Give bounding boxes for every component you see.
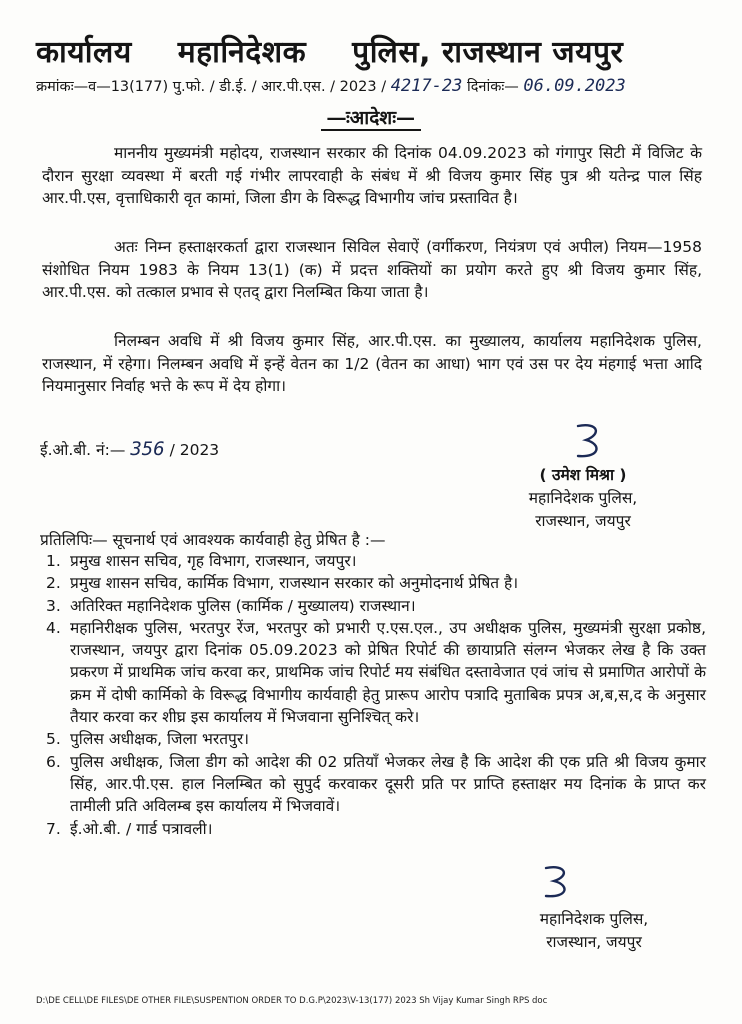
- list-item-number: 1.: [46, 552, 61, 570]
- list-item-number: 5.: [46, 730, 61, 749]
- date-label: दिनांकः—: [466, 79, 519, 95]
- list-item: [46, 728, 706, 750]
- reference-number-handwritten: 4217-23: [390, 76, 463, 96]
- office-word: पुलिस, राजस्थान जयपुर: [352, 35, 624, 70]
- signatory-location: राजस्थान, जयपुर: [546, 933, 642, 951]
- paragraph-2: अतः निम्न हस्ताक्षरकर्ता द्वारा राजस्थान सिविल सेवाऐं (वर्गीकरण, नियंत्रण एवं अपील) नियम—1958 संशोधित नियम 1983 के नियम 13(1) (क) में प्रदत्त शक्तियों का प्रयोग करते हुए श्री विजय कुमार सिंह, आर.पी.एस. को तत्काल प्रभाव से एतद् द्वारा निलम्बित किया जाता है।: [42, 238, 702, 301]
- list-item: [46, 595, 706, 617]
- order-title-text: —ःआदेशः—: [321, 107, 421, 131]
- signatory-name: ( उमेश मिश्रा ): [539, 466, 627, 484]
- signatory-block: [498, 464, 668, 533]
- signatory-location: राजस्थान, जयपुर: [535, 512, 631, 530]
- signatory-designation: महानिदेशक पुलिस,: [539, 910, 649, 928]
- eob-prefix: ई.ओ.बी. नं:—: [40, 441, 126, 459]
- order-title: [0, 104, 742, 130]
- date-handwritten: 06.09.2023: [523, 76, 626, 96]
- list-item-text: पुलिस अधीक्षक, जिला भरतपुर।: [70, 730, 250, 749]
- list-item: [46, 550, 706, 572]
- list-item-text: महानिरीक्षक पुलिस, भरतपुर रेंज, भरतपुर को प्रभारी ए.एस.एल., उप अधीक्षक पुलिस, मुख्यमंत्री सुरक्षा प्रकोष्ठ, राजस्थान, जयपुर द्वारा दिनांक 05.09.2023 को प्रेषित रिपोर्ट की छायाप्रति संलग्न भेजकर लेख है कि उक्त प्रकरण में प्राथमिक जांच करवा कर, प्राथमिक जांच रिपोर्ट मय संबंधित दस्तावेजात एवं जांच से प्रमाणित आरोपों के क्रम में दोषी कार्मिको के विरूद्ध विभागीय कार्यवाही हेतु प्रारूप आरोप पत्रादि मुताबिक प्रपत्र अ,ब,स,द के अनुसार तैयार करवा कर शीघ्र इस कार्यालय में भिजवाना सुनिश्चित् करे।: [70, 618, 706, 727]
- list-item-number: 6.: [46, 752, 61, 771]
- list-item-number: 7.: [46, 819, 61, 838]
- list-item-text: पुलिस अधीक्षक, जिला डीग को आदेश की 02 प्रतियाँ भेजकर लेख है कि आदेश की एक प्रति श्री विजय कुमार सिंह, आर.पी.एस. हाल निलम्बित को सुपुर्द करवाकर दूसरी प्रति पर प्राप्ति हस्ताक्षर मय दिनांक के प्राप्त कर तामीली प्रति अविलम्ब इस कार्यालय में भिजवावें।: [70, 752, 706, 816]
- list-item-number: 4.: [46, 618, 61, 637]
- paragraph-1: माननीय मुख्यमंत्री महोदय, राजस्थान सरकार की दिनांक 04.09.2023 को गंगापुर सिटी में विजिट के दौरान सुरक्षा व्यवस्था में बरती गई गंभीर लापरवाही के संबंध में श्री विजय कुमार सिंह पुत्र श्री यतेन्द्र पाल सिंह आर.पी.एस, वृत्ताधिकारी वृत कामां, जिला डीग के विरूद्ध विभागीय जांच प्रस्तावित है।: [42, 144, 702, 207]
- copy-to-list: [46, 550, 706, 840]
- list-item-text: अतिरिक्त महानिदेशक पुलिस (कार्मिक / मुख्यालय) राजस्थान।: [70, 596, 416, 615]
- list-item-number: 3.: [46, 596, 61, 615]
- list-item-number: 2.: [46, 574, 61, 593]
- paragraph-3: निलम्बन अवधि में श्री विजय कुमार सिंह, आर.पी.एस. का मुख्यालय, कार्यालय महानिदेशक पुलिस, राजस्थान, में रहेगा। निलम्बन अवधि में इन्हें वेतन का 1/2 (वेतन का आधा) भाग एवं उस पर देय मंहगाई भत्ता आदि नियमानुसार निर्वाह भत्ते के रूप में देय होगा।: [42, 332, 702, 395]
- list-item-text: ई.ओ.बी. / गार्ड पत्रावली।: [70, 819, 213, 838]
- list-item: [46, 617, 706, 728]
- eob-number-line: [40, 438, 219, 460]
- signature-mark: [572, 420, 606, 462]
- file-path-footer: D:\DE CELL\DE FILES\DE OTHER FILE\SUSPENTION ORDER TO D.G.P\2023\V-13(177) 2023 Sh Vijay Kumar Singh RPS doc: [36, 996, 548, 1006]
- office-word: कार्यालय: [36, 35, 132, 70]
- list-item: [46, 751, 706, 818]
- signatory-block-2: [504, 908, 684, 954]
- list-item-text: प्रमुख शासन सचिव, कार्मिक विभाग, राजस्थान सरकार को अनुमोदनार्थ प्रेषित है।: [70, 574, 519, 593]
- eob-number-handwritten: 356: [130, 438, 165, 460]
- signature-mark: [540, 862, 574, 902]
- list-item: [46, 572, 706, 594]
- list-item: [46, 818, 706, 840]
- copy-to-heading: प्रतिलिपिः— सूचनार्थ एवं आवश्यक कार्यवाही हेतु प्रेषित है :—: [40, 531, 386, 549]
- office-word: महानिदेशक: [177, 35, 307, 70]
- reference-prefix: क्रमांकः—व—13(177) पु.फो. / डी.ई. / आर.पी.एस. / 2023 /: [36, 79, 387, 95]
- eob-suffix: / 2023: [169, 441, 220, 459]
- list-item-text: प्रमुख शासन सचिव, गृह विभाग, राजस्थान, जयपुर।: [70, 552, 357, 570]
- signatory-designation: महानिदेशक पुलिस,: [528, 489, 638, 507]
- office-heading: [36, 30, 706, 71]
- reference-line: [36, 76, 736, 96]
